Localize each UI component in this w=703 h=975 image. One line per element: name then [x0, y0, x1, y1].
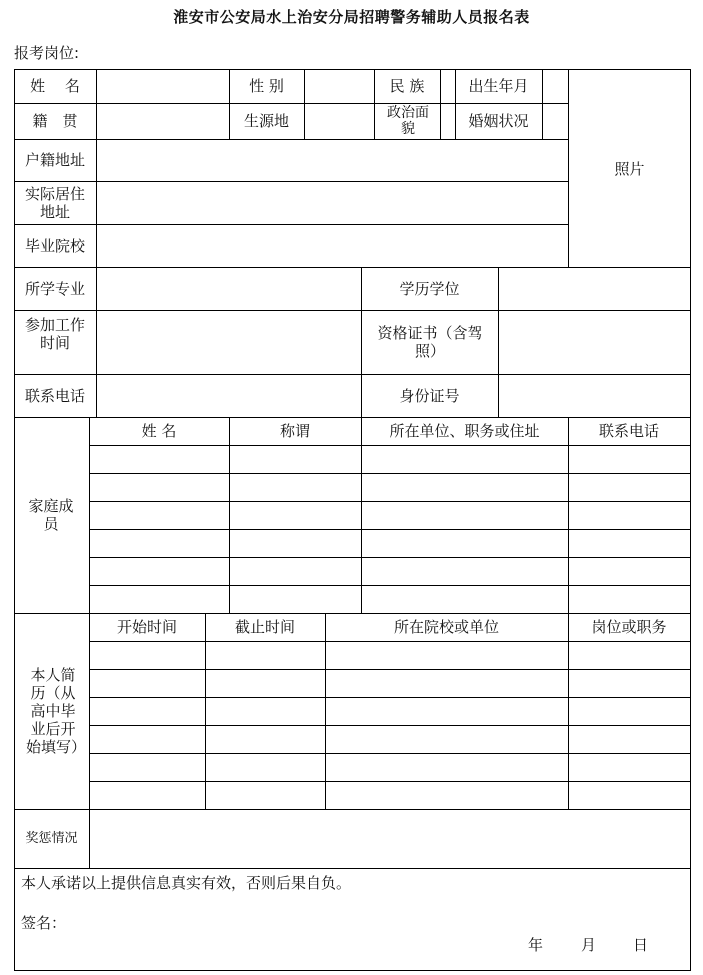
birth-field[interactable] — [543, 70, 568, 103]
awards-label: 奖惩情况 — [25, 830, 78, 846]
date-month: 月 — [581, 936, 597, 954]
col-line — [89, 417, 90, 868]
row-line — [90, 697, 691, 698]
family-header-name: 姓 名 — [141, 422, 177, 440]
resume-header-unit: 所在院校或单位 — [393, 618, 499, 636]
col-line — [361, 417, 362, 613]
family-header-unit: 所在单位、职务或住址 — [389, 422, 540, 440]
row-line — [90, 501, 691, 502]
political-label: 政治面貌 — [387, 105, 429, 137]
major-field[interactable] — [97, 268, 361, 310]
row-line — [90, 529, 691, 530]
gender-field[interactable] — [305, 70, 374, 103]
work-time-field[interactable] — [97, 311, 361, 374]
major-label: 所学专业 — [24, 279, 85, 298]
name-label: 姓 名 — [30, 77, 80, 95]
native-field[interactable] — [97, 104, 229, 139]
date-day: 日 — [633, 936, 649, 954]
col-line — [229, 417, 230, 613]
birth-label: 出生年月 — [468, 77, 529, 95]
marital-field[interactable] — [543, 104, 568, 139]
row-line — [90, 753, 691, 754]
resume-header-position: 岗位或职务 — [591, 618, 667, 636]
certificate-label: 资格证书（含驾照） — [377, 324, 483, 360]
work-time-label: 参加工作时间 — [24, 316, 85, 352]
photo-box[interactable]: 照片 — [614, 159, 645, 178]
family-label: 家庭成员 — [28, 497, 74, 533]
gender-label: 性 别 — [249, 77, 284, 95]
ethnicity-label: 民 族 — [389, 77, 425, 95]
col-line — [205, 613, 206, 809]
native-label: 籍 贯 — [32, 112, 78, 130]
address-field[interactable] — [97, 182, 568, 224]
row-line — [90, 557, 691, 558]
household-field[interactable] — [97, 140, 568, 181]
row-line — [90, 445, 691, 446]
phone-label: 联系电话 — [24, 386, 85, 405]
form-title: 淮安市公安局水上治安分局招聘警务辅助人员报名表 — [173, 8, 530, 26]
row-line — [90, 473, 691, 474]
family-header-relation: 称谓 — [279, 422, 310, 440]
id-number-label: 身份证号 — [399, 386, 460, 405]
id-number-field[interactable] — [499, 375, 690, 417]
row-line — [90, 725, 691, 726]
origin-label: 生源地 — [243, 112, 289, 130]
table-border-bottom — [14, 970, 691, 971]
applied-post-label: 报考岗位: — [14, 44, 80, 62]
pledge-text: 本人承诺以上提供信息真实有效，否则后果自负。 — [21, 874, 352, 892]
family-header-phone: 联系电话 — [598, 422, 659, 440]
table-border-right — [690, 69, 691, 971]
col-line — [568, 613, 569, 809]
row-line — [90, 781, 691, 782]
date-year: 年 — [528, 936, 544, 954]
degree-field[interactable] — [499, 268, 690, 310]
row-line — [90, 641, 691, 642]
degree-label: 学历学位 — [399, 279, 460, 298]
address-label: 实际居住地址 — [24, 184, 85, 221]
certificate-field[interactable] — [499, 311, 690, 374]
name-field[interactable] — [97, 70, 229, 103]
resume-label: 本人简历（从高中毕业后开始填写） — [26, 666, 87, 756]
col-line — [568, 417, 569, 613]
row-line — [90, 669, 691, 670]
signature-field[interactable] — [70, 908, 370, 934]
household-label: 户籍地址 — [24, 151, 85, 169]
school-field[interactable] — [97, 225, 568, 267]
resume-header-start: 开始时间 — [116, 618, 177, 636]
signature-label: 签名： — [21, 914, 67, 932]
ethnicity-field[interactable] — [441, 70, 455, 103]
row-line — [90, 585, 691, 586]
school-label: 毕业院校 — [24, 236, 85, 255]
political-field[interactable] — [441, 104, 455, 139]
phone-field[interactable] — [97, 375, 361, 417]
marital-label: 婚姻状况 — [468, 112, 529, 130]
origin-field[interactable] — [305, 104, 374, 139]
col-line — [325, 613, 326, 809]
awards-field[interactable] — [90, 810, 690, 868]
resume-header-end: 截止时间 — [234, 618, 295, 636]
row-line — [14, 868, 691, 869]
